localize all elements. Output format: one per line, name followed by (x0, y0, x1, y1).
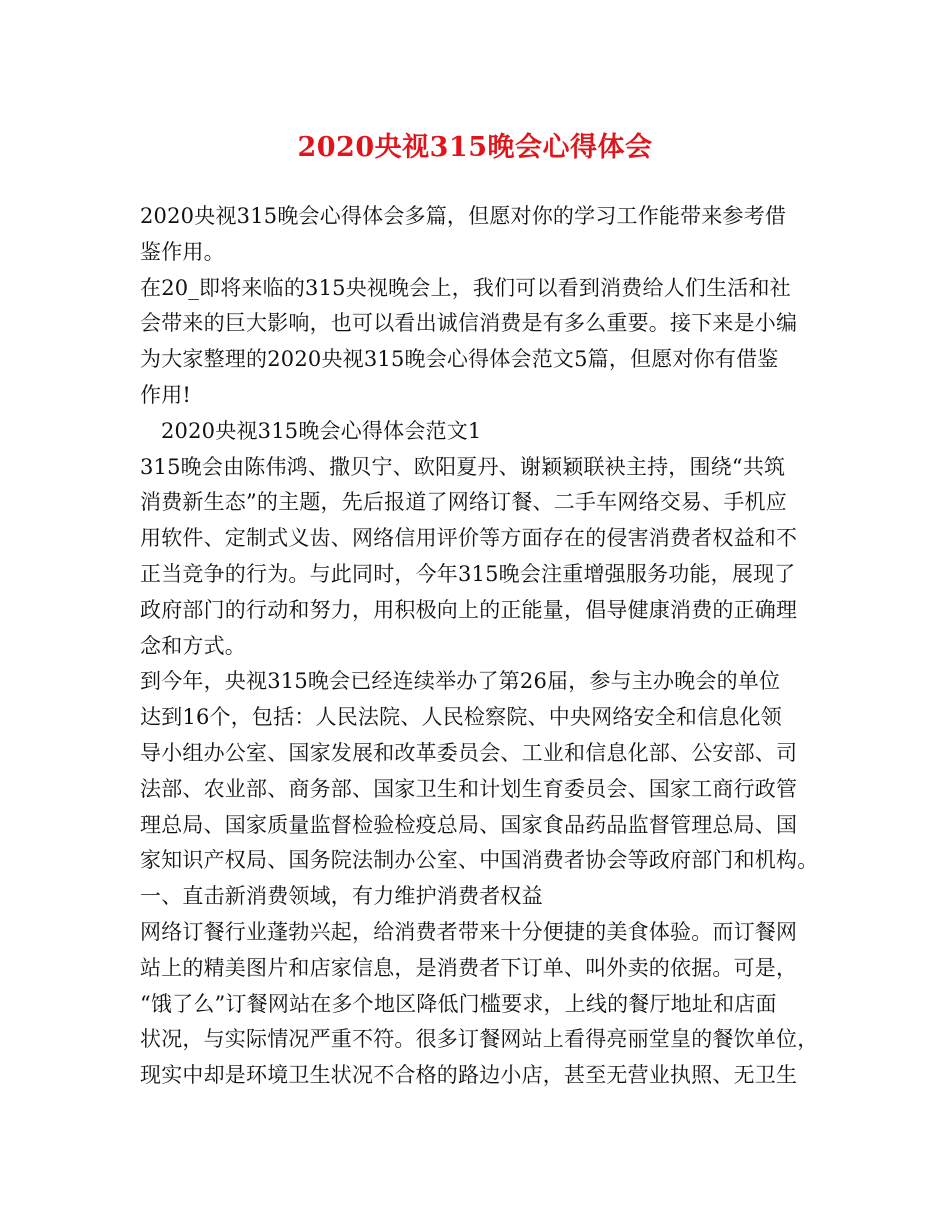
text-line: “饿了么”订餐网站在多个地区降低门槛要求，上线的餐厅地址和店面 (140, 991, 777, 1016)
text-line: 用软件、定制式义齿、网络信用评价等方面存在的侵害消费者权益和不 (140, 526, 798, 551)
document-body (140, 199, 840, 1094)
text-line: 315晚会由陈伟鸿、撒贝宁、欧阳夏丹、谢颖颖联袂主持，围绕“共筑 (140, 454, 786, 479)
text-line: 在20_即将来临的315央视晚会上，我们可以看到消费给人们生活和社 (140, 275, 791, 300)
text-line: 念和方式。 (140, 633, 246, 658)
text-line: 状况，与实际情况严重不符。很多订餐网站上看得亮丽堂皇的餐饮单位， (140, 1027, 819, 1052)
text-line: 站上的精美图片和店家信息，是消费者下订单、叫外卖的依据。可是， (140, 955, 798, 980)
text-line: 法部、农业部、商务部、国家卫生和计划生育委员会、国家工商行政管 (140, 776, 798, 801)
section-heading: 2020央视315晚会心得体会范文1 (161, 418, 482, 443)
text-line: 鉴作用。 (140, 239, 225, 264)
text-line: 为大家整理的2020央视315晚会心得体会范文5篇，但愿对你有借鉴 (140, 347, 779, 372)
text-line: 家知识产权局、国务院法制办公室、中国消费者协会等政府部门和机构。 (140, 848, 819, 873)
text-line: 网络订餐行业蓬勃兴起，给消费者带来十分便捷的美食体验。而订餐网 (140, 919, 798, 944)
text-line: 导小组办公室、国家发展和改革委员会、工业和信息化部、公安部、司 (140, 740, 798, 765)
text-line: 作用! (140, 382, 192, 407)
text-line: 正当竞争的行为。与此同时，今年315晚会注重增强服务功能，展现了 (140, 561, 796, 586)
document-title: 2020央视315晚会心得体会 (297, 132, 653, 163)
text-line: 理总局、国家质量监督检验检疫总局、国家食品药品监督管理总局、国 (140, 812, 798, 837)
text-line: 达到16个，包括：人民法院、人民检察院、中央网络安全和信息化领 (140, 705, 782, 730)
text-line: 现实中却是环境卫生状况不合格的路边小店，甚至无营业执照、无卫生 (140, 1063, 798, 1088)
text-line: 2020央视315晚会心得体会多篇，但愿对你的学习工作能带来参考借 (140, 204, 787, 228)
section-heading: 一、直击新消费领域，有力维护消费者权益 (140, 884, 543, 909)
text-line: 消费新生态”的主题，先后报道了网络订餐、二手车网络交易、手机应 (140, 490, 787, 515)
text-line: 政府部门的行动和努力，用积极向上的正能量，倡导健康消费的正确理 (140, 597, 798, 622)
text-line: 到今年，央视315晚会已经连续举办了第26届，参与主办晚会的单位 (140, 669, 781, 694)
text-line: 会带来的巨大影响，也可以看出诚信消费是有多么重要。接下来是小编 (140, 311, 798, 336)
